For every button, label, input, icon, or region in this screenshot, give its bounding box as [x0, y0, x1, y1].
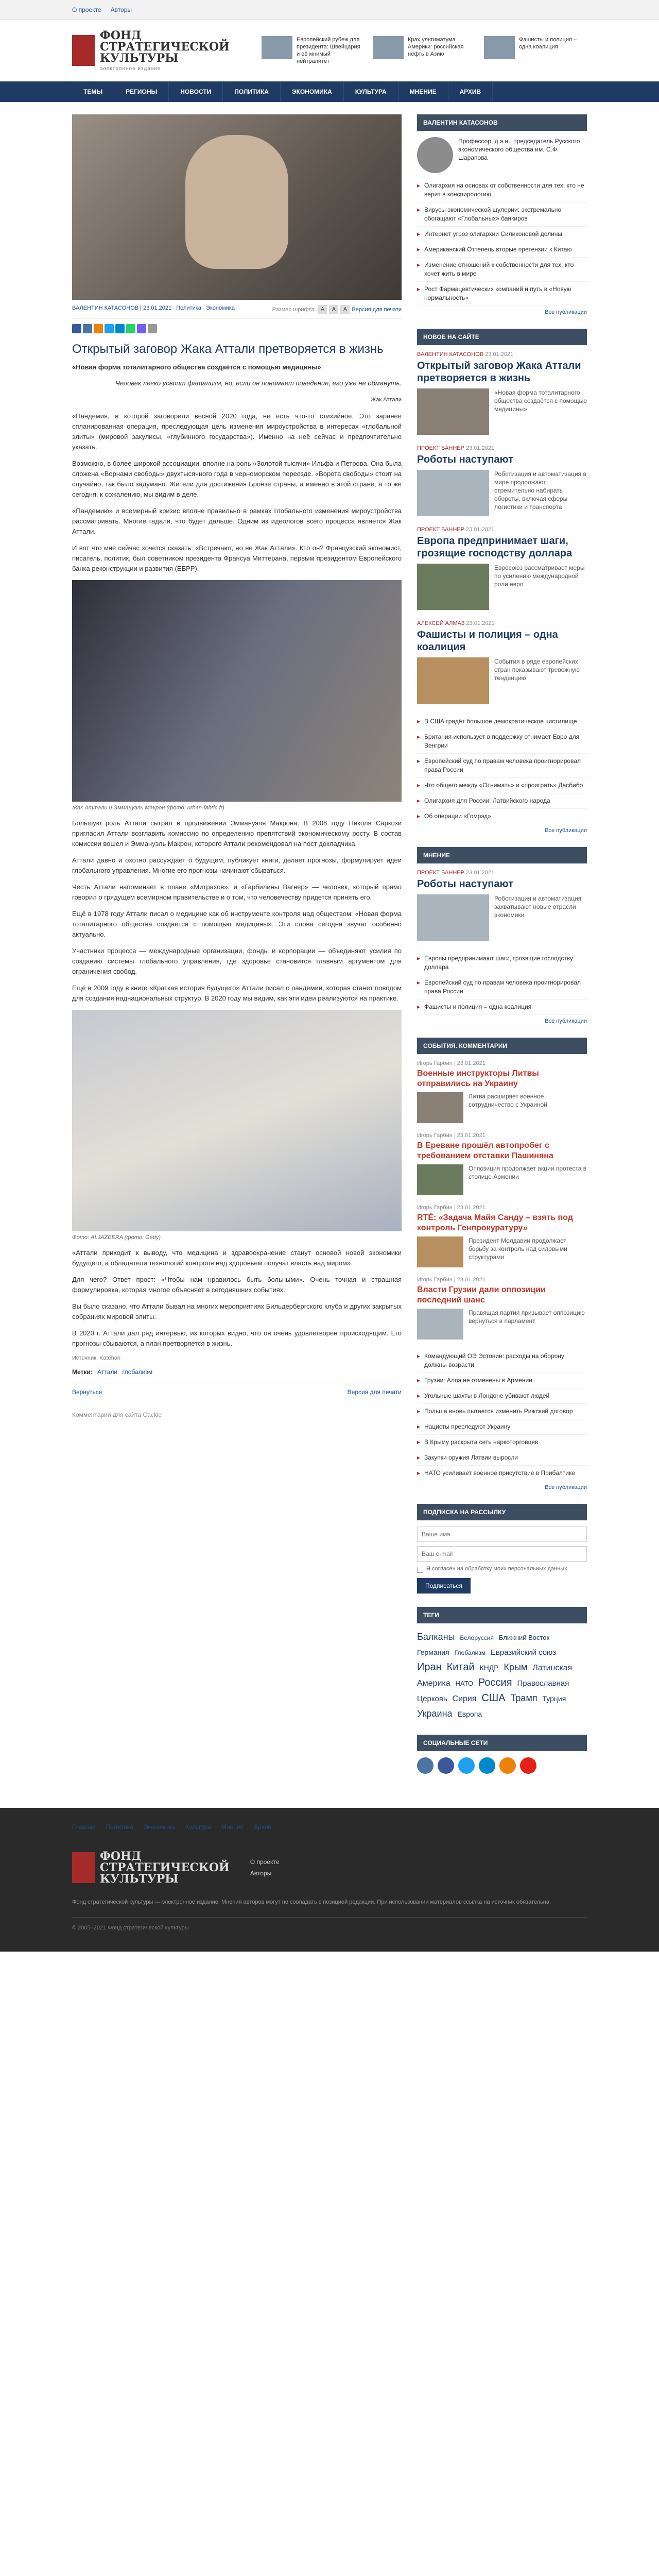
social-links — [417, 1757, 587, 1774]
news-thumbnail — [417, 388, 489, 435]
epigraph: Человек легко усвоит фатализм, но, если он понимает поведение, его уже не обмануть. — [115, 379, 402, 387]
news-card[interactable]: ВАЛЕНТИН КАТАСОНОВ 23.01.2021 Открытый заговор Жака Аттали претворяется в жизнь «Новая форма тоталитарного общества создаётся с помощью медицины» — [417, 351, 587, 435]
nav-item-regions[interactable]: РЕГИОНЫ — [114, 81, 169, 102]
header-news — [262, 36, 587, 65]
article — [72, 114, 402, 1787]
comments-widget[interactable]: Комментарии для сайта Cackle — [72, 1411, 162, 1418]
vk-icon[interactable] — [83, 324, 92, 333]
comment-card[interactable]: Игорь Гарбин | 23.01.2021 Военные инструкторы Литвы отправились на Украину Литва расширяет военное сотрудничество с Украиной — [417, 1060, 587, 1123]
list-item[interactable]: ▸ Грузии: Алоэ не отменены в Армении — [417, 1373, 587, 1388]
sidebar-heading: МНЕНИЕ — [417, 847, 587, 863]
subscribe-form: ПОДПИСКА НА РАССЫЛКУ Ваше имя Ваш e-mail Я согласен на обработку моих персональных данных Подписаться — [417, 1504, 587, 1594]
print-link[interactable]: Версия для печати — [352, 307, 402, 313]
list-item[interactable]: ▸ Рост Фармацевтических компаний и путь в «Новую нормальность» — [417, 282, 587, 306]
telegram-icon[interactable] — [115, 324, 125, 333]
ok-icon[interactable] — [499, 1757, 516, 1774]
sidebar — [417, 114, 587, 1787]
footer — [0, 1808, 659, 1952]
telegram-icon[interactable] — [479, 1757, 495, 1774]
news-thumbnail — [262, 36, 292, 59]
category-link[interactable]: Политика — [176, 305, 201, 311]
main-nav — [0, 81, 659, 102]
footer-nav-item[interactable]: Главная — [72, 1823, 96, 1831]
news-thumbnail — [417, 1236, 463, 1267]
print-bottom-link[interactable]: Версия для печати — [347, 1388, 402, 1396]
article-meta — [72, 305, 402, 319]
footer-nav-item[interactable]: Экономика — [143, 1823, 175, 1831]
authors-link[interactable]: Авторы — [110, 6, 132, 13]
tag-link[interactable]: Балканы — [417, 1632, 455, 1642]
list-item[interactable]: ▸ НАТО усиливает военное присутствие в Прибалтике — [417, 1466, 587, 1481]
list-item[interactable]: ▸ Вирусы экономической шулерии: экстремально обогащают «Глобальных» банкиров — [417, 202, 587, 227]
more-link[interactable]: Все публикации — [545, 1018, 587, 1024]
list-item[interactable]: ▸ Европейский суд по правам человека проигнорировал права России — [417, 975, 587, 999]
footer-text: Фонд стратегической культуры — электронное издание. Мнения авторов могут не совпадать с позицией редакции. При использовании материалов ссылка на источник обязательна. — [72, 1899, 551, 1905]
article-figure-image — [72, 580, 402, 802]
sidebar-heading: СОБЫТИЯ. КОММЕНТАРИИ — [417, 1038, 587, 1054]
news-card[interactable]: ПРОЕКТ БАННЕР 23.01.2021 Роботы наступают Роботизация и автоматизация захватывают новые отрасли экономики — [417, 870, 587, 941]
article-paragraph: Возможно, в более широкой ассоциации, вполне на роль «Золотой тысячи» Ильфа и Петрова. Она была сложена «Ворнами свободы» двухтысячного года в черноморском переезде. «Ворота свободы» стоит на случайно, так было задумано. Жители для достижения Бронзе страны, а именно в этой стране, а то же сегодня, к сожалению, мы видим в деле. — [72, 460, 402, 498]
logo-mark-icon — [72, 1852, 95, 1883]
twitter-icon[interactable] — [458, 1757, 475, 1774]
list-item[interactable]: ▸ Олигархия для России: Латвийского народа — [417, 793, 587, 809]
email-field[interactable] — [417, 1546, 587, 1562]
comment-card[interactable]: Игорь Гарбин | 23.01.2021 Власти Грузии дали оппозиции последний шанс Правящая партия призывает оппозицию вернуться в парламент — [417, 1277, 587, 1340]
list-item[interactable]: ▸ Нацисты преследуют Украину — [417, 1419, 587, 1435]
expert-card[interactable]: Профессор, д.э.н., председатель Русского экономического общества им. С.Ф. Шарапова — [417, 137, 587, 173]
ok-icon[interactable] — [94, 324, 103, 333]
footer-link[interactable]: Авторы — [250, 1870, 272, 1877]
logo-subtitle: электронное издание — [100, 65, 161, 72]
tag-link[interactable]: Трамп — [510, 1693, 537, 1703]
nav-item-economy[interactable]: ЭКОНОМИКА — [281, 81, 344, 102]
font-size-control: Размер шрифта: A A A Версия для печати — [272, 305, 402, 314]
sidebar-heading: ВАЛЕНТИН КАТАСОНОВ — [417, 114, 587, 131]
news-thumbnail — [417, 564, 489, 610]
tag-link[interactable]: США — [481, 1692, 506, 1704]
top-bar — [0, 0, 659, 20]
tag-link[interactable]: Аттали — [97, 1368, 118, 1376]
article-paragraph: «Пандемия, в которой заговорили весной 2020 года, не есть что-то стихийное. Это заранее спланированная операция, преследующая цель изменения мироустройства в интересах «глобальной элиты» (мировой закулисы, «глубинного государства»). Именно на неё сейчас и предпочтительно указать. — [72, 412, 402, 451]
subscribe-button[interactable]: Подписаться — [417, 1578, 471, 1594]
news-card[interactable]: ПРОЕКТ БАННЕР 23.01.2021 Роботы наступают Роботизация и автоматизация в мире продолжают стремительно набирать обороты, включая сферы логистики и транспорта — [417, 445, 587, 516]
article-date: ВАЛЕНТИН КАТАСОНОВ | 23.01.2021 — [72, 305, 172, 311]
facebook-icon[interactable] — [72, 324, 81, 333]
header-news-item[interactable]: Европейский рубеж для президента: Швейцария и её мнимый нейтралитет — [262, 36, 365, 65]
list-item[interactable]: ▸ Польша вновь пытается изменить Рижский договор — [417, 1404, 587, 1419]
news-thumbnail — [417, 657, 489, 704]
footer-nav-item[interactable]: Архив — [254, 1823, 271, 1831]
tag-link[interactable]: Православная Церковь — [417, 1679, 569, 1703]
article-paragraph: Ещё в 2009 году в книге «Краткая история будущего» Аттали писал о пандемии, которая станет поводом для создания наднациональных структур. В 2020 году мы видим, как эти идеи реализуются на практике. — [72, 984, 402, 1002]
font-size-small-button[interactable]: A — [318, 305, 327, 314]
tag-link[interactable]: Россия — [478, 1677, 512, 1688]
article-source: Источник: Katehon — [72, 1355, 121, 1361]
copyright: © 2005–2021 Фонд стратегической культуры — [72, 1917, 587, 1931]
figure-caption: Жак Аттали и Эммануэль Макрон (фото: urban-fabric.fr) — [72, 805, 224, 811]
list-item[interactable]: ▸ Закупки оружия Латвии выросли — [417, 1450, 587, 1466]
news-thumbnail — [417, 1092, 463, 1123]
list-item[interactable]: ▸ Изменение отношений к собственности для тех, кто хочет жить в мире — [417, 258, 587, 282]
list-item[interactable]: ▸ Что общего между «Отнимать» и «проиграть» Дасбибо — [417, 778, 587, 793]
logo-mark-icon — [72, 35, 95, 66]
footer-nav — [72, 1823, 587, 1838]
share-buttons — [72, 324, 402, 333]
news-thumbnail — [417, 894, 489, 941]
list-item[interactable]: ▸ В США грядёт большое демократическое чистилище — [417, 714, 587, 730]
list-item[interactable]: ▸ В Крыму раскрыта сеть наркоторговцев — [417, 1435, 587, 1450]
tag-link[interactable]: Германия — [417, 1648, 449, 1656]
figure-caption: Фото: ALJAZEERA (фото: Getty) — [72, 1234, 161, 1241]
list-item[interactable]: ▸ Командующий ОЭ Эстонии: расходы на оборону должны возрасти — [417, 1349, 587, 1373]
epigraph-author: Жак Аттали — [371, 397, 402, 403]
tag-link[interactable]: Латинская Америка — [417, 1664, 573, 1688]
footer-nav-item[interactable]: Мнение — [221, 1823, 244, 1831]
tag-link[interactable]: Китай — [446, 1662, 475, 1673]
article-paragraph: Аттали давно и охотно рассуждает о будущем, публикует книги, делает прогнозы, формулирует идеи глобального управления. Многие его прогнозы начинают сбываться. — [72, 856, 402, 874]
nav-item-culture[interactable]: КУЛЬТУРА — [344, 81, 398, 102]
list-item[interactable]: ▸ Американский Оттепель вторые претензии к Китаю — [417, 242, 587, 258]
consent-checkbox[interactable] — [417, 1567, 423, 1573]
nav-item-opinion[interactable]: МНЕНИЕ — [398, 81, 448, 102]
comment-card[interactable]: Игорь Гарбин | 23.01.2021 В Ереване прошёл автопробег с требованием отставки Пашиняна Оппозиция продолжает акции протеста в столице Армении — [417, 1132, 587, 1195]
vk-icon[interactable] — [417, 1757, 433, 1774]
article-paragraph: Для чего? Ответ прост: «Чтобы нам нравилось быть больными». Очень точная и страшная формулировка, которая многое объясняет в сегодняшних событиях. — [72, 1276, 402, 1294]
font-size-large-button[interactable]: A — [340, 305, 350, 314]
youtube-icon[interactable] — [520, 1757, 536, 1774]
nav-item-themes[interactable]: ТЕМЫ — [72, 81, 114, 102]
article-paragraph: Честь Аттали напоминает в плане «Митрахов», и «Гарбилины Вагнер» — человек, который прямо говорил о грядущем всемирном правительстве и о том, что человечеству придется принять его. — [72, 883, 402, 901]
name-field[interactable] — [417, 1527, 587, 1542]
article-footer — [72, 1383, 402, 1396]
news-thumbnail — [417, 470, 489, 516]
viber-icon[interactable] — [137, 324, 146, 333]
tag-cloud — [417, 1630, 587, 1721]
tag-link[interactable]: Глобализм — [454, 1649, 486, 1656]
sidebar-heading: СОЦИАЛЬНЫЕ СЕТИ — [417, 1735, 587, 1751]
footer-nav-item[interactable]: Культура — [185, 1823, 211, 1831]
header-news-item[interactable]: Фашисты и полиция – одна коалиция — [484, 36, 587, 65]
comment-card[interactable]: Игорь Гарбин | 23.01.2021 RTÉ: «Задача Майя Санду – взять под контроль Генпрокуратуру» Президент Молдавии продолжает борьбу за контроль над силовыми структурами — [417, 1205, 587, 1267]
news-thumbnail — [373, 36, 404, 59]
article-figure-image — [72, 1010, 402, 1231]
article-paragraph: Ещё в 1978 году Аттали писал о медицине как об инструменте контроля над обществом: «Новая форма тоталитарного общества создаётся с помощью медицины». Эти слова сегодня звучат особенно актуально. — [72, 910, 402, 938]
list-item[interactable]: ▸ Европейский суд по правам человека проигнорировал права России — [417, 754, 587, 778]
tag-link[interactable]: Украина — [417, 1708, 453, 1719]
nav-item-politics[interactable]: ПОЛИТИКА — [223, 81, 281, 102]
footer-nav-item[interactable]: Политика — [106, 1823, 133, 1831]
article-paragraph: В 2020 г. Аттали дал ряд интервью, из которых видно, что он очень удовлетворен происходящим. Его прогнозы сбываются, а план претворяется в жизнь. — [72, 1329, 402, 1347]
list-item[interactable]: ▸ Олигархия на основах от собственности для тех, кто не верит в конспирологию — [417, 178, 587, 202]
news-thumbnail — [417, 1309, 463, 1340]
tag-link[interactable]: Сирия — [452, 1694, 477, 1703]
list-item[interactable]: ▸ Европы предпринимают шаги, грозящие господству доллара — [417, 951, 587, 975]
list-item[interactable]: ▸ Британия использует в поддержку отнимает Евро для Венгрии — [417, 730, 587, 754]
site-logo[interactable]: ФОНД СТРАТЕГИЧЕСКОЙ КУЛЬТУРЫ электронное издание — [72, 30, 230, 72]
article-paragraph: Участники процесса — международные организации, фонды и корпорации — объединяют усилия по созданию системы глобального управления, где здоровье становится главным аргументом для ограничения свобод. — [72, 947, 402, 975]
footer-logo[interactable]: ФОНД СТРАТЕГИЧЕСКОЙ КУЛЬТУРЫ — [72, 1851, 230, 1885]
tag-link[interactable]: Крым — [504, 1662, 528, 1672]
more-link[interactable]: Все публикации — [545, 827, 587, 834]
tag-link[interactable]: Евразийский союз — [490, 1648, 557, 1657]
sidebar-heading: ПОДПИСКА НА РАССЫЛКУ — [417, 1504, 587, 1520]
footer-link[interactable]: О проекте — [250, 1858, 280, 1866]
article-paragraph: Вы было сказано, что Аттали бывал на многих мероприятиях Бильдербергского клуба и других закрытых собраниях мировой элиты. — [72, 1302, 402, 1320]
header — [72, 20, 587, 81]
sidebar-heading: НОВОЕ НА САЙТЕ — [417, 329, 587, 345]
about-link[interactable]: О проекте — [72, 6, 101, 13]
tag-link[interactable]: НАТО — [455, 1680, 474, 1687]
tag-link[interactable]: Иран — [417, 1662, 442, 1673]
more-link[interactable]: Все публикации — [545, 1484, 587, 1490]
back-link[interactable]: Вернуться — [72, 1388, 102, 1396]
nav-item-news[interactable]: НОВОСТИ — [169, 81, 223, 102]
article-tags: Метки: Аттали глобализм — [72, 1368, 153, 1376]
header-news-item[interactable]: Крах ультиматума Америки: российская нефть в Азию — [373, 36, 476, 65]
list-item[interactable]: ▸ Угольные шахты в Лондоне убивают людей — [417, 1388, 587, 1404]
more-link[interactable]: Все публикации — [545, 309, 587, 315]
tag-link[interactable]: КНДР — [479, 1664, 499, 1672]
facebook-icon[interactable] — [438, 1757, 454, 1774]
whatsapp-icon[interactable] — [126, 324, 135, 333]
list-item[interactable]: ▸ Фашисты и полиция – одна коалиция — [417, 999, 587, 1015]
tag-link[interactable]: Ближний Восток — [498, 1634, 550, 1641]
tag-link[interactable]: Белоруссия — [460, 1634, 494, 1641]
twitter-icon[interactable] — [105, 324, 114, 333]
article-paragraph: «Пандемию» и всемирный кризис вполне правильно в рамках глобального изменения мироустройства рассматривать. Многие гадали, что будет дальше. Одним из идеологов всего процесса является Жак Аттали. — [72, 507, 402, 535]
article-title: Открытый заговор Жака Аттали претворяется в жизнь — [72, 342, 384, 356]
article-paragraph: «Аттали приходит к выводу, что медицина и здравоохранение станут основой новой экономики будущего, а обладатели технологий контроля над здоровьем получат власть над миром». — [72, 1249, 402, 1267]
news-card[interactable]: ПРОЕКТ БАННЕР 23.01.2021 Европа предпринимает шаги, грозящие господству доллара Евросоюз рассматривает меры по усилению международной роли евро — [417, 527, 587, 610]
tag-link[interactable]: Европа — [457, 1710, 482, 1718]
list-item[interactable]: ▸ Интернет угроз олигархии Силиконовой долины — [417, 227, 587, 242]
news-card[interactable]: АЛЕКСЕЙ АЛМАЗ 23.01.2021 Фашисты и полиция – одна коалиция События в ряде европейских стран показывают тревожную тенденцию — [417, 620, 587, 704]
tag-link[interactable]: Турция — [542, 1694, 566, 1703]
category-link[interactable]: Экономика — [205, 305, 235, 311]
font-size-medium-button[interactable]: A — [329, 305, 338, 314]
nav-item-archive[interactable]: АРХИВ — [448, 81, 493, 102]
tag-link[interactable]: глобализм — [122, 1368, 153, 1376]
article-lead: «Новая форма тоталитарного общества создаётся с помощью медицины» — [72, 363, 321, 371]
avatar — [417, 137, 453, 173]
article-paragraph: И вот что мне сейчас хочется сказать: «Встречают, но не Жак Аттали». Кто он? Французский экономист, писатель, политик, был советником президента Франсуа Миттерана, первым президентом Европейского банка реконструкции и развития (ЕБРР). — [72, 544, 402, 572]
list-item[interactable]: ▸ Об операции «Гомрэд» — [417, 809, 587, 824]
mail-icon[interactable] — [148, 324, 157, 333]
news-thumbnail — [484, 36, 515, 59]
sidebar-heading: ТЕГИ — [417, 1607, 587, 1623]
article-paragraph: Большую роль Аттали сыграл в продвижении Эммануэля Макрона. В 2008 году Николя Саркози пригласил Аттали возглавить комиссию по определению препятствий экономическому росту. В состав комиссии вошел и Эммануэль Макрон, которого Аттали рекомендовал на пост докладчика. — [72, 819, 402, 848]
news-thumbnail — [417, 1164, 463, 1195]
article-hero-image — [72, 114, 402, 300]
